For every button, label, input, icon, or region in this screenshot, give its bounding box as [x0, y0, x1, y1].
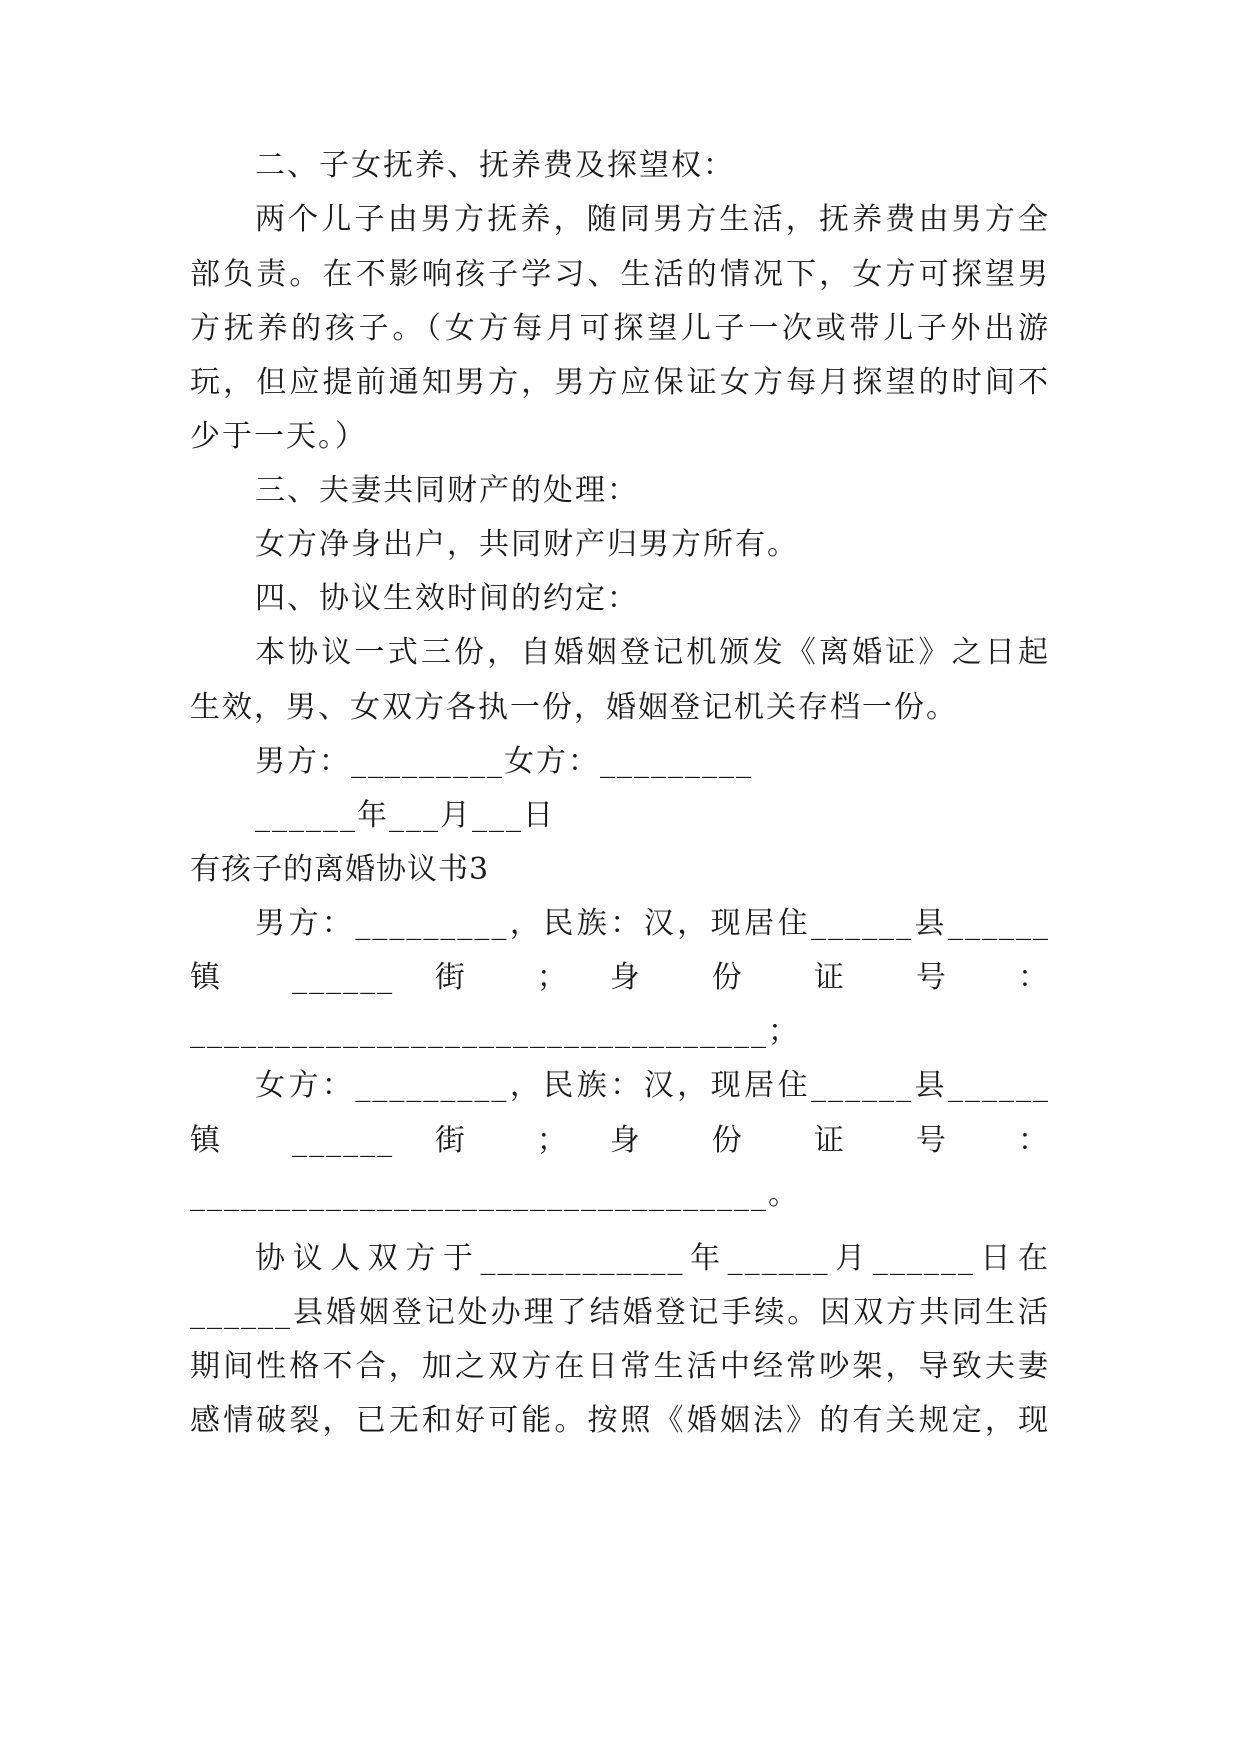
- paragraph-line: 感情破裂，已无和好可能。按照《婚姻法》的有关规定，现: [190, 1403, 1050, 1438]
- document-title: 有孩子的离婚协议书3: [190, 852, 490, 887]
- party-female-info-line: 女方：_________，民族：汉，现居住______县______: [255, 1068, 1050, 1103]
- paragraph-line: 方抚养的孩子。（女方每月可探望儿子一次或带儿子外出游: [190, 311, 1050, 346]
- paragraph-line: 女方净身出户，共同财产归男方所有。: [255, 527, 799, 562]
- section-heading-effective-date: 四、协议生效时间的约定：: [255, 581, 639, 616]
- paragraph-line: 玩，但应提前通知男方，男方应保证女方每月探望的时间不: [190, 365, 1050, 400]
- party-female-id-line: 镇 ______ 街 ； 身 份 证 号 ：: [190, 1123, 1050, 1158]
- paragraph-line: 期间性格不合，加之双方在日常生活中经常吵架，导致夫妻: [190, 1349, 1050, 1384]
- paragraph-line: 本协议一式三份，自婚姻登记机颁发《离婚证》之日起: [255, 635, 1050, 670]
- signature-line: 男方：_________女方：_________: [255, 744, 753, 779]
- section-heading-child-custody: 二、子女抚养、抚养费及探望权：: [255, 148, 735, 183]
- paragraph-line: ______县婚姻登记处办理了结婚登记手续。因双方共同生活: [190, 1295, 1050, 1330]
- paragraph-line: 少于一天。）: [190, 419, 367, 454]
- paragraph-line: 两个儿子由男方抚养，随同男方生活，抚养费由男方全: [255, 202, 1050, 237]
- date-line: ______年___月___日: [255, 798, 555, 833]
- party-female-id-blank: __________________________________。: [190, 1177, 800, 1212]
- party-male-info-line: 男方：_________，民族：汉，现居住______县______: [255, 906, 1050, 941]
- section-heading-property: 三、夫妻共同财产的处理：: [255, 473, 639, 508]
- paragraph-line: 生效，男、女双方各执一份，婚姻登记机关存档一份。: [190, 690, 958, 725]
- party-male-id-blank: __________________________________；: [190, 1014, 800, 1049]
- paragraph-line: 部负责。在不影响孩子学习、生活的情况下，女方可探望男: [190, 257, 1050, 292]
- paragraph-line: 协议人双方于____________年______月______日在: [255, 1241, 1050, 1276]
- party-male-id-line: 镇 ______ 街 ； 身 份 证 号 ：: [190, 960, 1050, 995]
